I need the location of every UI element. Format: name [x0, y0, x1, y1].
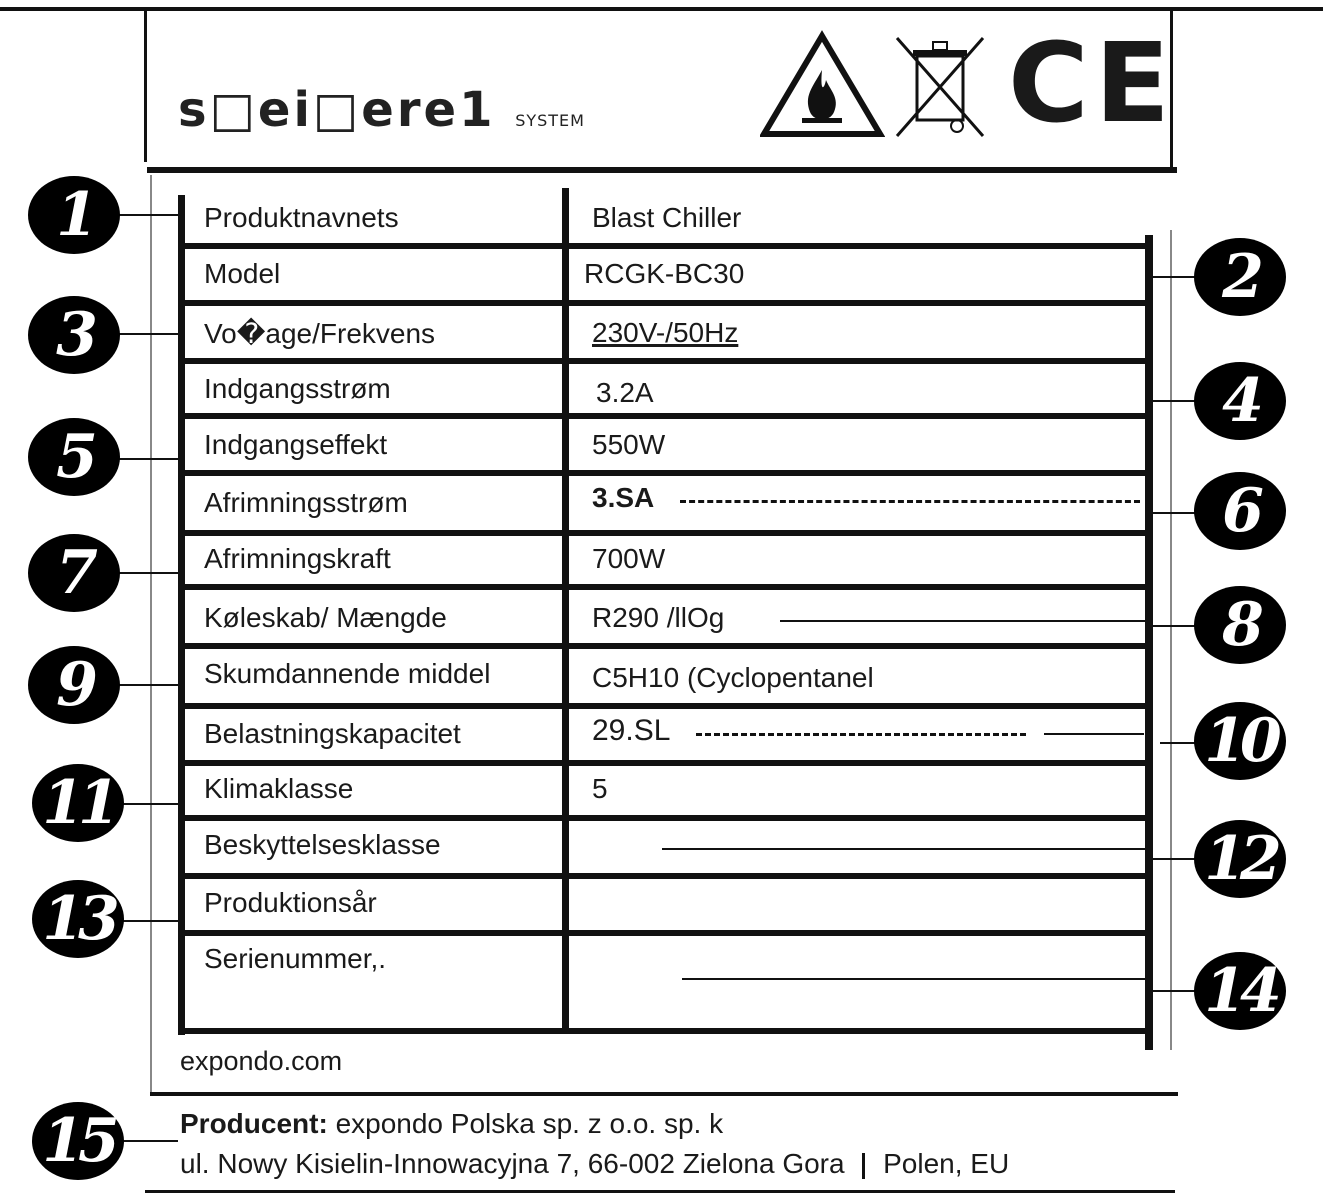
row-value: 3.SA [592, 482, 655, 513]
row-value: 550W [592, 429, 666, 460]
row-value: 700W [592, 543, 666, 574]
producer-label: Producent: [180, 1108, 328, 1139]
address-divider [862, 1153, 865, 1179]
row-label: Køleskab/ Mængde [204, 602, 447, 633]
row-label: Skumdannende middel [204, 658, 491, 689]
label-left-border [150, 175, 152, 1095]
callout-leader [118, 684, 180, 686]
ce-mark-icon: CE [1008, 19, 1176, 147]
row-separator [182, 1028, 1152, 1034]
row-label: Produktionsår [204, 887, 377, 918]
table-left-border [178, 195, 185, 1035]
callout-leader [1150, 990, 1200, 992]
row-separator [182, 643, 1152, 649]
producer-address [180, 1148, 1009, 1180]
callout-badge-6: 6 [1194, 472, 1286, 550]
callout-leader [1150, 858, 1200, 860]
callout-leader [118, 572, 180, 574]
value-leader [682, 978, 1145, 980]
callout-badge-5: 5 [28, 418, 120, 496]
row-value: 29.SL [592, 714, 671, 747]
callout-badge-2: 2 [1194, 238, 1286, 316]
callout-badge-9: 9 [28, 646, 120, 724]
callout-badge-8: 8 [1194, 586, 1286, 664]
callout-leader [118, 214, 180, 216]
header-bottom-border [147, 167, 1177, 173]
callout-badge-10: 10 [1194, 702, 1286, 780]
row-value: 5 [592, 773, 608, 804]
row-separator [182, 584, 1152, 590]
row-label: Klimaklasse [204, 773, 354, 804]
row-value: RCGK-BC30 [584, 258, 745, 289]
brand-logo: s□ei□ere1 SYSTEM [178, 82, 585, 138]
callout-leader [118, 803, 180, 805]
producer-line [180, 1108, 723, 1140]
row-label: Vo�age/Frekvens [204, 318, 436, 349]
value-leader [780, 620, 1145, 622]
row-value: R290 /llOg [592, 602, 725, 633]
row-separator [182, 873, 1152, 879]
header-left-border [144, 10, 147, 162]
row-separator [182, 760, 1152, 766]
producer-address-street: ul. Nowy Kisielin-Innowacyjna 7, 66-002 Zielona Gora [180, 1148, 845, 1179]
row-value: C5H10 (Cyclopentanel [592, 662, 874, 693]
value-leader [1044, 733, 1144, 735]
value-leader [662, 848, 1145, 850]
callout-leader [118, 1140, 178, 1142]
row-label: Afrimningskraft [204, 543, 391, 574]
row-value: 3.2A [596, 377, 654, 408]
callout-leader [1150, 400, 1200, 402]
callout-badge-3: 3 [28, 296, 120, 374]
row-separator [182, 470, 1152, 476]
brand-logo-sub: SYSTEM [515, 111, 585, 130]
row-value: Blast Chiller [592, 202, 742, 233]
row-separator [182, 243, 1152, 249]
callout-badge-12: 12 [1194, 820, 1286, 898]
callout-badge-14: 14 [1194, 952, 1286, 1030]
footer-separator [150, 1092, 1178, 1096]
row-label: Belastningskapacitet [204, 718, 461, 749]
row-label: Serienummer,. [204, 943, 387, 974]
callout-leader [1150, 512, 1200, 514]
row-label: Indgangsstrøm [204, 373, 391, 404]
row-separator [182, 358, 1152, 364]
row-separator [182, 815, 1152, 821]
label-right-border [1170, 230, 1172, 1050]
row-separator [182, 300, 1152, 306]
producer-address-country: Polen, EU [883, 1148, 1010, 1179]
row-separator [182, 703, 1152, 709]
callout-leader [118, 333, 180, 335]
row-label: Beskyttelsesklasse [204, 829, 441, 860]
callout-leader [118, 920, 180, 922]
value-leader [696, 733, 1026, 736]
producer-name: expondo Polska sp. z o.o. sp. k [335, 1108, 724, 1139]
weee-crossed-bin-icon [893, 36, 988, 140]
callout-badge-11: 11 [32, 764, 124, 842]
callout-badge-13: 13 [32, 880, 124, 958]
top-border [0, 7, 1323, 11]
callout-leader [1150, 625, 1200, 627]
flammable-warning-icon [760, 30, 885, 140]
callout-badge-4: 4 [1194, 362, 1286, 440]
value-leader [680, 500, 1140, 503]
row-label: Afrimningsstrøm [204, 487, 408, 518]
callout-badge-15: 15 [32, 1102, 124, 1180]
table-column-divider [562, 188, 569, 1030]
row-separator [182, 530, 1152, 536]
callout-leader [118, 458, 180, 460]
row-separator [182, 930, 1152, 936]
website-text: expondo.com [180, 1046, 343, 1076]
row-label: Produktnavnets [204, 202, 399, 233]
row-label: Indgangseffekt [204, 429, 388, 460]
row-separator [182, 413, 1152, 419]
callout-leader [1150, 276, 1200, 278]
row-label: Model [204, 258, 281, 289]
row-value: 230V-/50Hz [592, 317, 739, 348]
bottom-border [145, 1190, 1175, 1193]
callout-badge-7: 7 [28, 534, 120, 612]
callout-badge-1: 1 [28, 176, 120, 254]
